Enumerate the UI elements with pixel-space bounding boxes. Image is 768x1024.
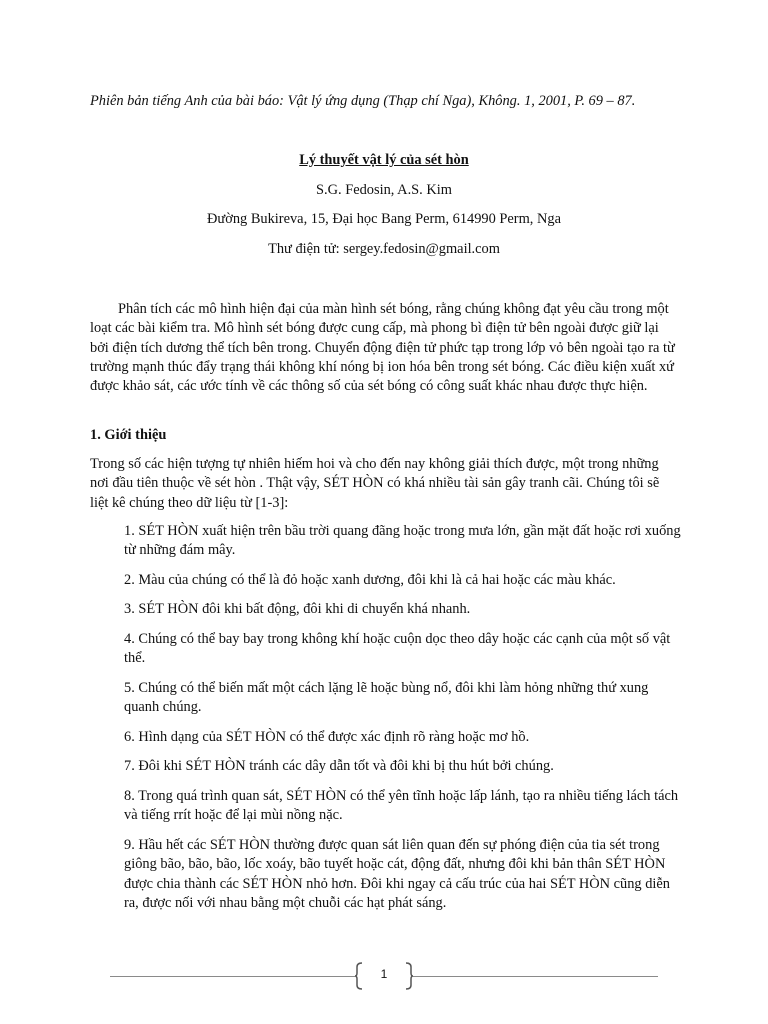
source-note: Phiên bản tiếng Anh của bài báo: Vật lý ứng dụng (Thạp chí Nga), Không. 1, 2001, P. 69 – 87.: [90, 93, 636, 109]
abstract: Phân tích các mô hình hiện đại của màn hình sét bóng, rằng chúng không đạt yêu cầu trong một loạt các bài kiểm tra. Mô hình sét bóng được cung cấp, mà phong bì điện tử bên ngoài được giữ lại bởi điện tích dương thể tích bên trong. Chuyển động điện tử phức tạp trong lớp vỏ bên ngoài tạo ra từ trường mạnh thúc đẩy trạng thái không khí nóng bị ion hóa bên trong sét bóng. Các điều kiện xuất xứ được khảo sát, các ước tính về các thông số của sét bóng có công suất khác nhau được thực hiện.: [90, 301, 675, 395]
list-item: 5. Chúng có thể biến mất một cách lặng lẽ hoặc bùng nổ, đôi khi làm hỏng những thứ xung quanh chúng.: [124, 679, 649, 716]
authors: S.G. Fedosin, A.S. Kim: [316, 182, 452, 198]
page-footer: [110, 960, 658, 992]
list-item: 6. Hình dạng của SÉT HÒN có thể được xác định rõ ràng hoặc mơ hồ.: [124, 728, 530, 745]
page-number: 1: [380, 967, 388, 981]
list-item: 7. Đôi khi SÉT HÒN tránh các dây dẫn tốt và đôi khi bị thu hút bởi chúng.: [124, 758, 554, 775]
list-item: 3. SÉT HÒN đôi khi bất động, đôi khi di chuyển khá nhanh.: [124, 601, 471, 618]
left-brace-icon: [354, 962, 364, 990]
footer-rule-right: [413, 976, 658, 977]
contact-email: Thư điện tử: sergey.fedosin@gmail.com: [268, 241, 500, 257]
list-item: 9. Hầu hết các SÉT HÒN thường được quan sát liên quan đến sự phóng điện của tia sét trong giông bão, bão, bão, lốc xoáy, bão tuyết hoặc cát, động đất, nhưng đôi khi bản thân SÉT HÒN được chia thành các SÉT HÒN nhỏ hơn. Đôi khi ngay cả cấu trúc của hai SÉT HÒN cũng diễn ra, được nối với nhau bằng một chuỗi các hạt phát sáng.: [124, 836, 671, 911]
properties-list: [124, 522, 684, 923]
paper-title: Lý thuyết vật lý của sét hòn: [299, 152, 469, 168]
footer-rule-left: [110, 976, 355, 977]
list-item: 2. Màu của chúng có thể là đỏ hoặc xanh dương, đôi khi là cả hai hoặc các màu khác.: [124, 571, 616, 588]
section-heading: 1. Giới thiệu: [90, 427, 167, 443]
list-item: 1. SÉT HÒN xuất hiện trên bầu trời quang đãng hoặc trong mưa lớn, gần mặt đất hoặc rơi xuống từ những đám mây.: [124, 523, 681, 559]
affiliation-address: Đường Bukireva, 15, Đại học Bang Perm, 614990 Perm, Nga: [207, 211, 561, 227]
section-intro: Trong số các hiện tượng tự nhiên hiếm hoi và cho đến nay không giải thích được, một trong những nơi đầu tiên thuộc về sét hòn . Thật vậy, SÉT HÒN có khá nhiều tài sản gây tranh cãi. Chúng tôi sẽ liệt kê chúng theo dữ liệu từ [1-3]:: [90, 456, 660, 511]
list-item: 4. Chúng có thể bay bay trong không khí hoặc cuộn dọc theo dây hoặc các cạnh của một số vật thể.: [124, 631, 671, 667]
list-item: 8. Trong quá trình quan sát, SÉT HÒN có thể yên tĩnh hoặc lấp lánh, tạo ra nhiều tiếng lách tách và tiếng rrít hoặc để lại mùi nồng nặc.: [124, 788, 679, 824]
